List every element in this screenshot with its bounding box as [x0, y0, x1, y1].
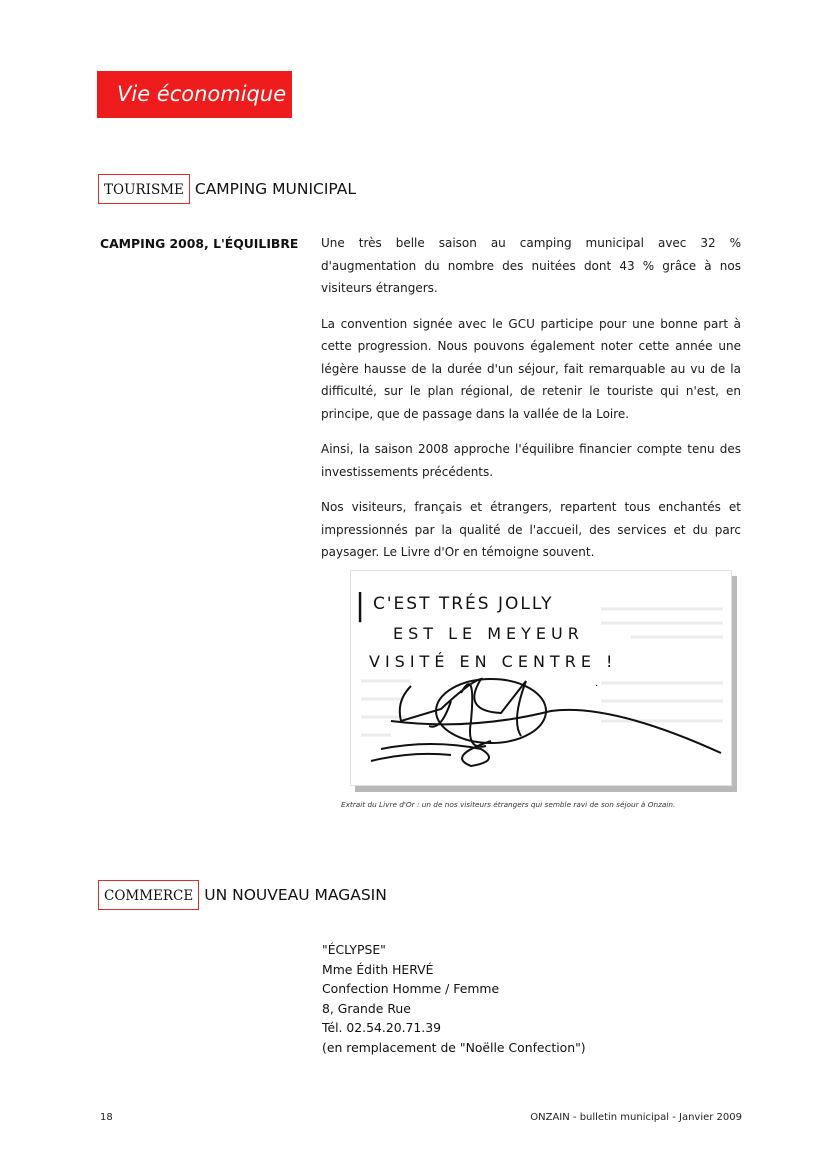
guestbook-handwriting [351, 571, 731, 785]
commerce-header [98, 880, 387, 910]
paragraph: La convention signée avec le GCU participe pour une bonne part à cette progression. Nous pouvons également noter cette année une légère hausse de la durée d'un séjour, fait remarquable au vu de la difficulté, sur le plan régional, de retenir le touriste qui n'est, en principe, que de passage dans la vallée de la Loire. [321, 316, 741, 421]
camping-subheading: CAMPING 2008, L'ÉQUILIBRE [100, 236, 299, 251]
camping-article [321, 232, 741, 577]
handwriting-line-2: EST LE MEYEUR [393, 624, 584, 643]
page-number: 18 [100, 1112, 113, 1123]
commerce-title: UN NOUVEAU MAGASIN [204, 886, 387, 904]
handwriting-line-3: VISITÉ EN CENTRE ! [369, 652, 618, 671]
tourisme-tag: TOURISME [98, 174, 190, 204]
handwriting-line-1: C'EST TRÉS JOLLY [373, 594, 554, 614]
address-line: "ÉCLYPSE" [322, 942, 386, 957]
signature-dot: · [595, 681, 599, 692]
tourisme-title: CAMPING MUNICIPAL [194, 180, 356, 198]
address-line: 8, Grande Rue [322, 1000, 411, 1016]
address-line: Mme Édith HERVÉ [322, 961, 434, 977]
address-line: Confection Homme / Femme [322, 981, 500, 996]
commerce-tag: COMMERCE [98, 880, 199, 910]
paragraph: Ainsi, la saison 2008 approche l'équilibre financier compte tenu des investissements précédents. [321, 442, 741, 479]
section-banner: Vie économique [97, 71, 292, 118]
publication-footer: ONZAIN - bulletin municipal - Janvier 2009 [530, 1112, 742, 1123]
figure-caption: Extrait du Livre d'Or : un de nos visiteurs étrangers qui semble ravi de son séjour à Onzain. [341, 800, 676, 809]
paragraph: Nos visiteurs, français et étrangers, repartent tous enchantés et impressionnés par la qualité de l'accueil, des services et du parc paysager. Le Livre d'Or en témoigne souvent. [321, 500, 741, 559]
guestbook-image [350, 570, 732, 786]
tourisme-header [98, 174, 356, 204]
address-line: (en remplacement de "Noëlle Confection") [322, 1039, 586, 1055]
paragraph: Une très belle saison au camping municipal avec 32 % d'augmentation du nombre des nuitées dont 43 % grâce à nos visiteurs étrangers. [321, 236, 741, 295]
handwriting-bar: | [355, 588, 366, 623]
address-line: Tél. 02.54.20.71.39 [322, 1020, 441, 1035]
shop-address [322, 940, 586, 1057]
